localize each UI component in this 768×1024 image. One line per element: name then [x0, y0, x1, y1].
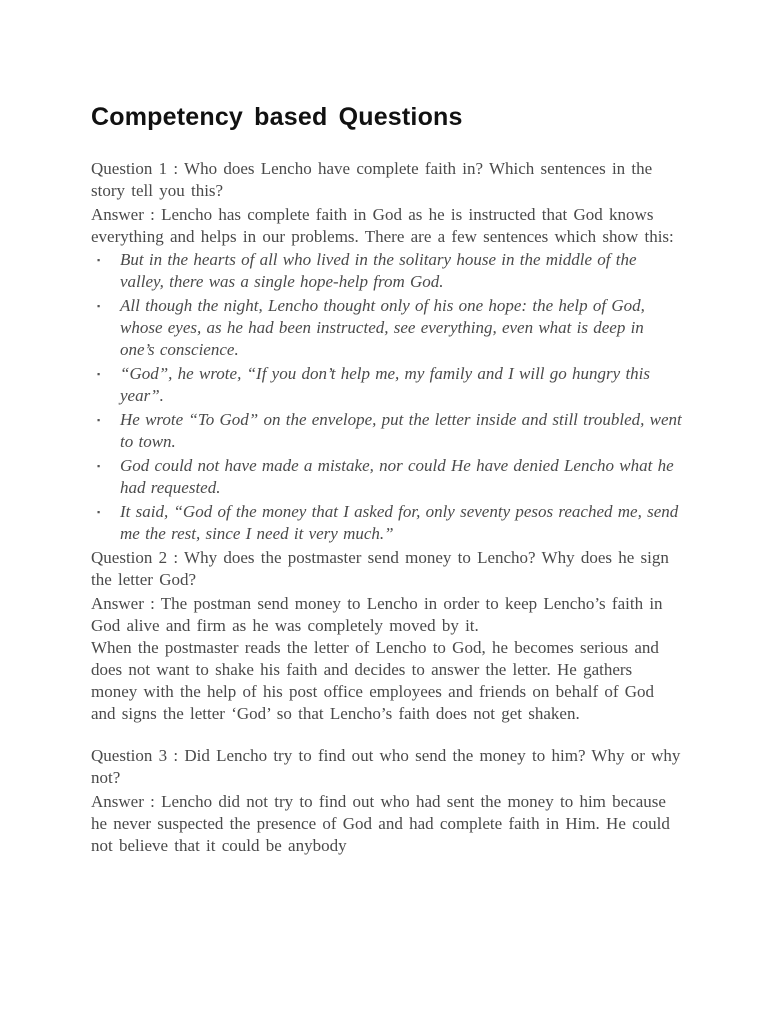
answer-1: Answer : Lencho has complete faith in God as he is instructed that God knows everything and helps in our problems. There are a few sentences which show this: — [91, 205, 674, 246]
bullet-icon: ▪ — [97, 369, 101, 379]
list-item: ▪ But in the hearts of all who lived in the solitary house in the middle of the valley, there was a single hope-help from God. — [97, 250, 637, 291]
bullet-icon: ▪ — [97, 461, 101, 471]
answer-2: Answer : The postman send money to Lencho in order to keep Lencho’s faith in God alive and firm as he was completely moved by it. — [91, 594, 663, 635]
question-2: Question 2 : Why does the postmaster send money to Lencho? Why does he sign the letter God? — [91, 548, 669, 589]
answer-2-continued: When the postmaster reads the letter of Lencho to God, he becomes serious and does not want to shake his faith and decides to answer the letter. He gathers money with the help of his post office employees and friends on behalf of God and signs the letter ‘God’ so that Lencho’s faith does not get shaken. — [91, 638, 659, 723]
list-item: ▪ “God”, he wrote, “If you don’t help me, my family and I will go hungry this year”. — [97, 364, 651, 405]
answer-1-bullet-list — [91, 249, 683, 545]
list-item: ▪ It said, “God of the money that I asked for, only seventy pesos reached me, send me the rest, since I need it very much.” — [97, 502, 679, 543]
bullet-icon: ▪ — [97, 507, 101, 517]
list-item: ▪ He wrote “To God” on the envelope, put the letter inside and still troubled, went to town. — [97, 410, 682, 451]
document-page — [91, 103, 683, 857]
question-1: Question 1 : Who does Lencho have complete faith in? Which sentences in the story tell you this? — [91, 159, 653, 200]
list-item: ▪ All though the night, Lencho thought only of his one hope: the help of God, whose eyes, as he had been instructed, see everything, even what is deep in one’s conscience. — [97, 296, 645, 359]
list-item: ▪ God could not have made a mistake, nor could He have denied Lencho what he had requested. — [97, 456, 674, 497]
bullet-icon: ▪ — [97, 301, 101, 311]
page-title: Competency based Questions — [91, 103, 463, 131]
bullet-icon: ▪ — [97, 415, 101, 425]
question-3: Question 3 : Did Lencho try to find out who send the money to him? Why or why not? — [91, 746, 681, 787]
bullet-icon: ▪ — [97, 255, 101, 265]
answer-3: Answer : Lencho did not try to find out who had sent the money to him because he never suspected the presence of God and had complete faith in Him. He could not believe that it could be anybody — [91, 792, 670, 855]
